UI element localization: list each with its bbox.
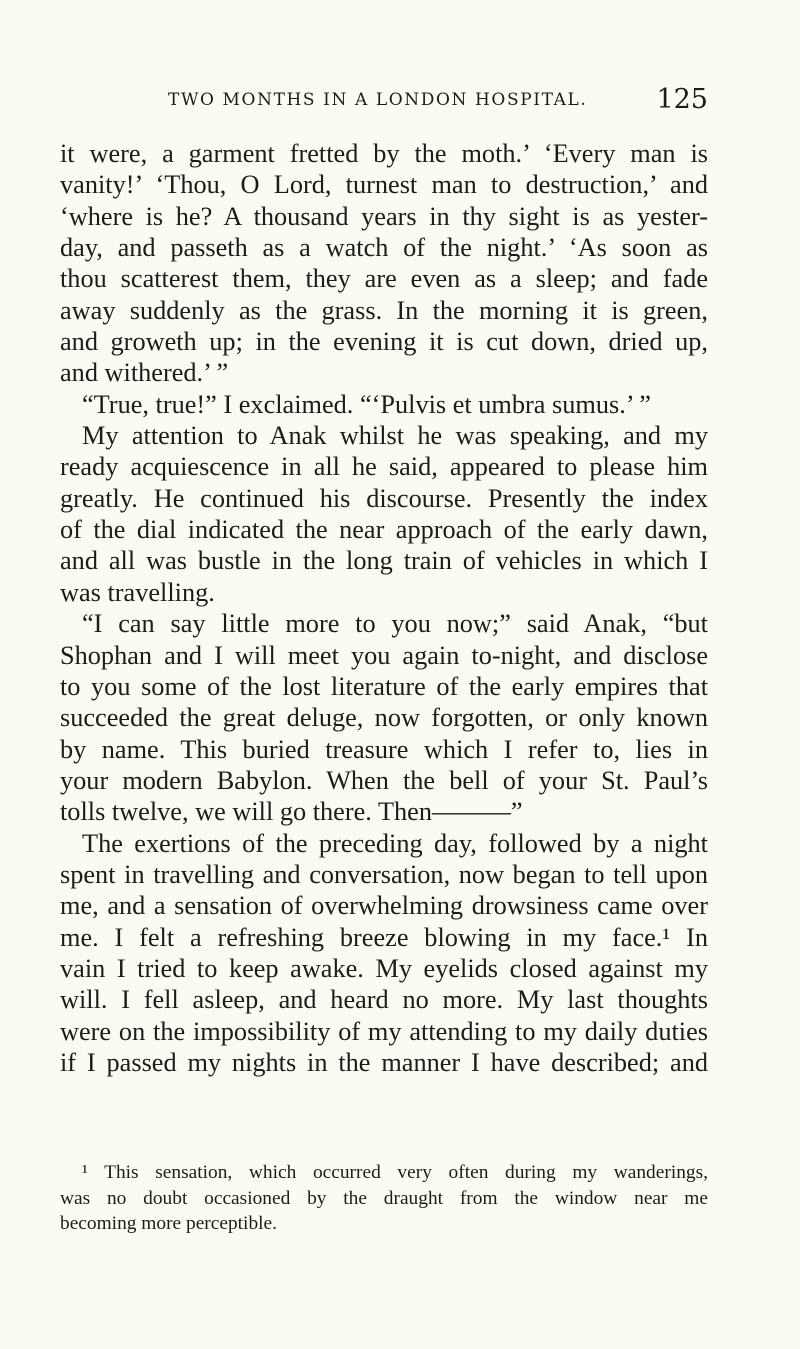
text-line: your modern Babylon. When the bell of your St. Paul’s (60, 765, 708, 795)
text-line: ready acquiescence in all he said, appeared to please him (60, 452, 708, 482)
body-text (60, 138, 708, 1078)
text-line: of the dial indicated the near approach of the early dawn, (60, 515, 708, 545)
text-line: The exertions of the preceding day, followed by a night (82, 828, 708, 858)
page-number: 125 (656, 84, 708, 115)
page-header (60, 84, 708, 118)
text-line: were on the impossibility of my attending to my daily duties (60, 1016, 708, 1046)
footnote-line: becoming more perceptible. (60, 1213, 277, 1234)
text-line: thou scatterest them, they are even as a sleep; and fade (60, 264, 708, 294)
text-line: “I can say little more to you now;” said Anak, “but (82, 609, 708, 639)
running-head: TWO MONTHS IN A LONDON HOSPITAL. (168, 90, 588, 110)
text-line: by name. This buried treasure which I refer to, lies in (60, 734, 708, 764)
text-line: and groweth up; in the evening it is cut down, dried up, (60, 327, 708, 357)
text-line: ‘where is he? A thousand years in thy sight is as yester- (60, 201, 708, 231)
text-line: “True, true!” I exclaimed. “‘Pulvis et umbra sumus.’ ” (82, 389, 651, 419)
text-line: My attention to Anak whilst he was speaking, and my (82, 421, 708, 451)
footnotes (60, 1160, 708, 1237)
footnote-line: ¹ This sensation, which occurred very often during my wanderings, (82, 1162, 708, 1183)
text-line: greatly. He continued his discourse. Presently the index (60, 483, 708, 513)
text-line: me, and a sensation of overwhelming drowsiness came over (60, 891, 708, 921)
text-line: away suddenly as the grass. In the morning it is green, (60, 295, 708, 325)
text-line: and all was bustle in the long train of vehicles in which I (60, 546, 708, 576)
footnote-line: was no doubt occasioned by the draught from the window near me (60, 1187, 708, 1209)
text-line: was travelling. (60, 577, 215, 607)
text-line: will. I fell asleep, and heard no more. My last thoughts (60, 985, 708, 1015)
text-line: me. I felt a refreshing breeze blowing in my face.¹ In (60, 922, 708, 952)
text-line: succeeded the great deluge, now forgotten, or only known (60, 703, 708, 733)
text-line: vain I tried to keep awake. My eyelids closed against my (60, 953, 708, 983)
text-line: Shophan and I will meet you again to-night, and disclose (60, 640, 708, 670)
text-line: day, and passeth as a watch of the night.’ ‘As soon as (60, 233, 708, 263)
text-line: vanity!’ ‘Thou, O Lord, turnest man to destruction,’ and (60, 170, 708, 200)
text-line: it were, a garment fretted by the moth.’ ‘Every man is (60, 139, 708, 168)
text-line: tolls twelve, we will go there. Then———” (60, 797, 523, 827)
text-line: to you some of the lost literature of the early empires that (60, 671, 708, 701)
text-line: spent in travelling and conversation, now began to tell upon (60, 859, 708, 889)
text-line: if I passed my nights in the manner I have described; and (60, 1047, 708, 1077)
text-line: and withered.’ ” (60, 358, 229, 388)
